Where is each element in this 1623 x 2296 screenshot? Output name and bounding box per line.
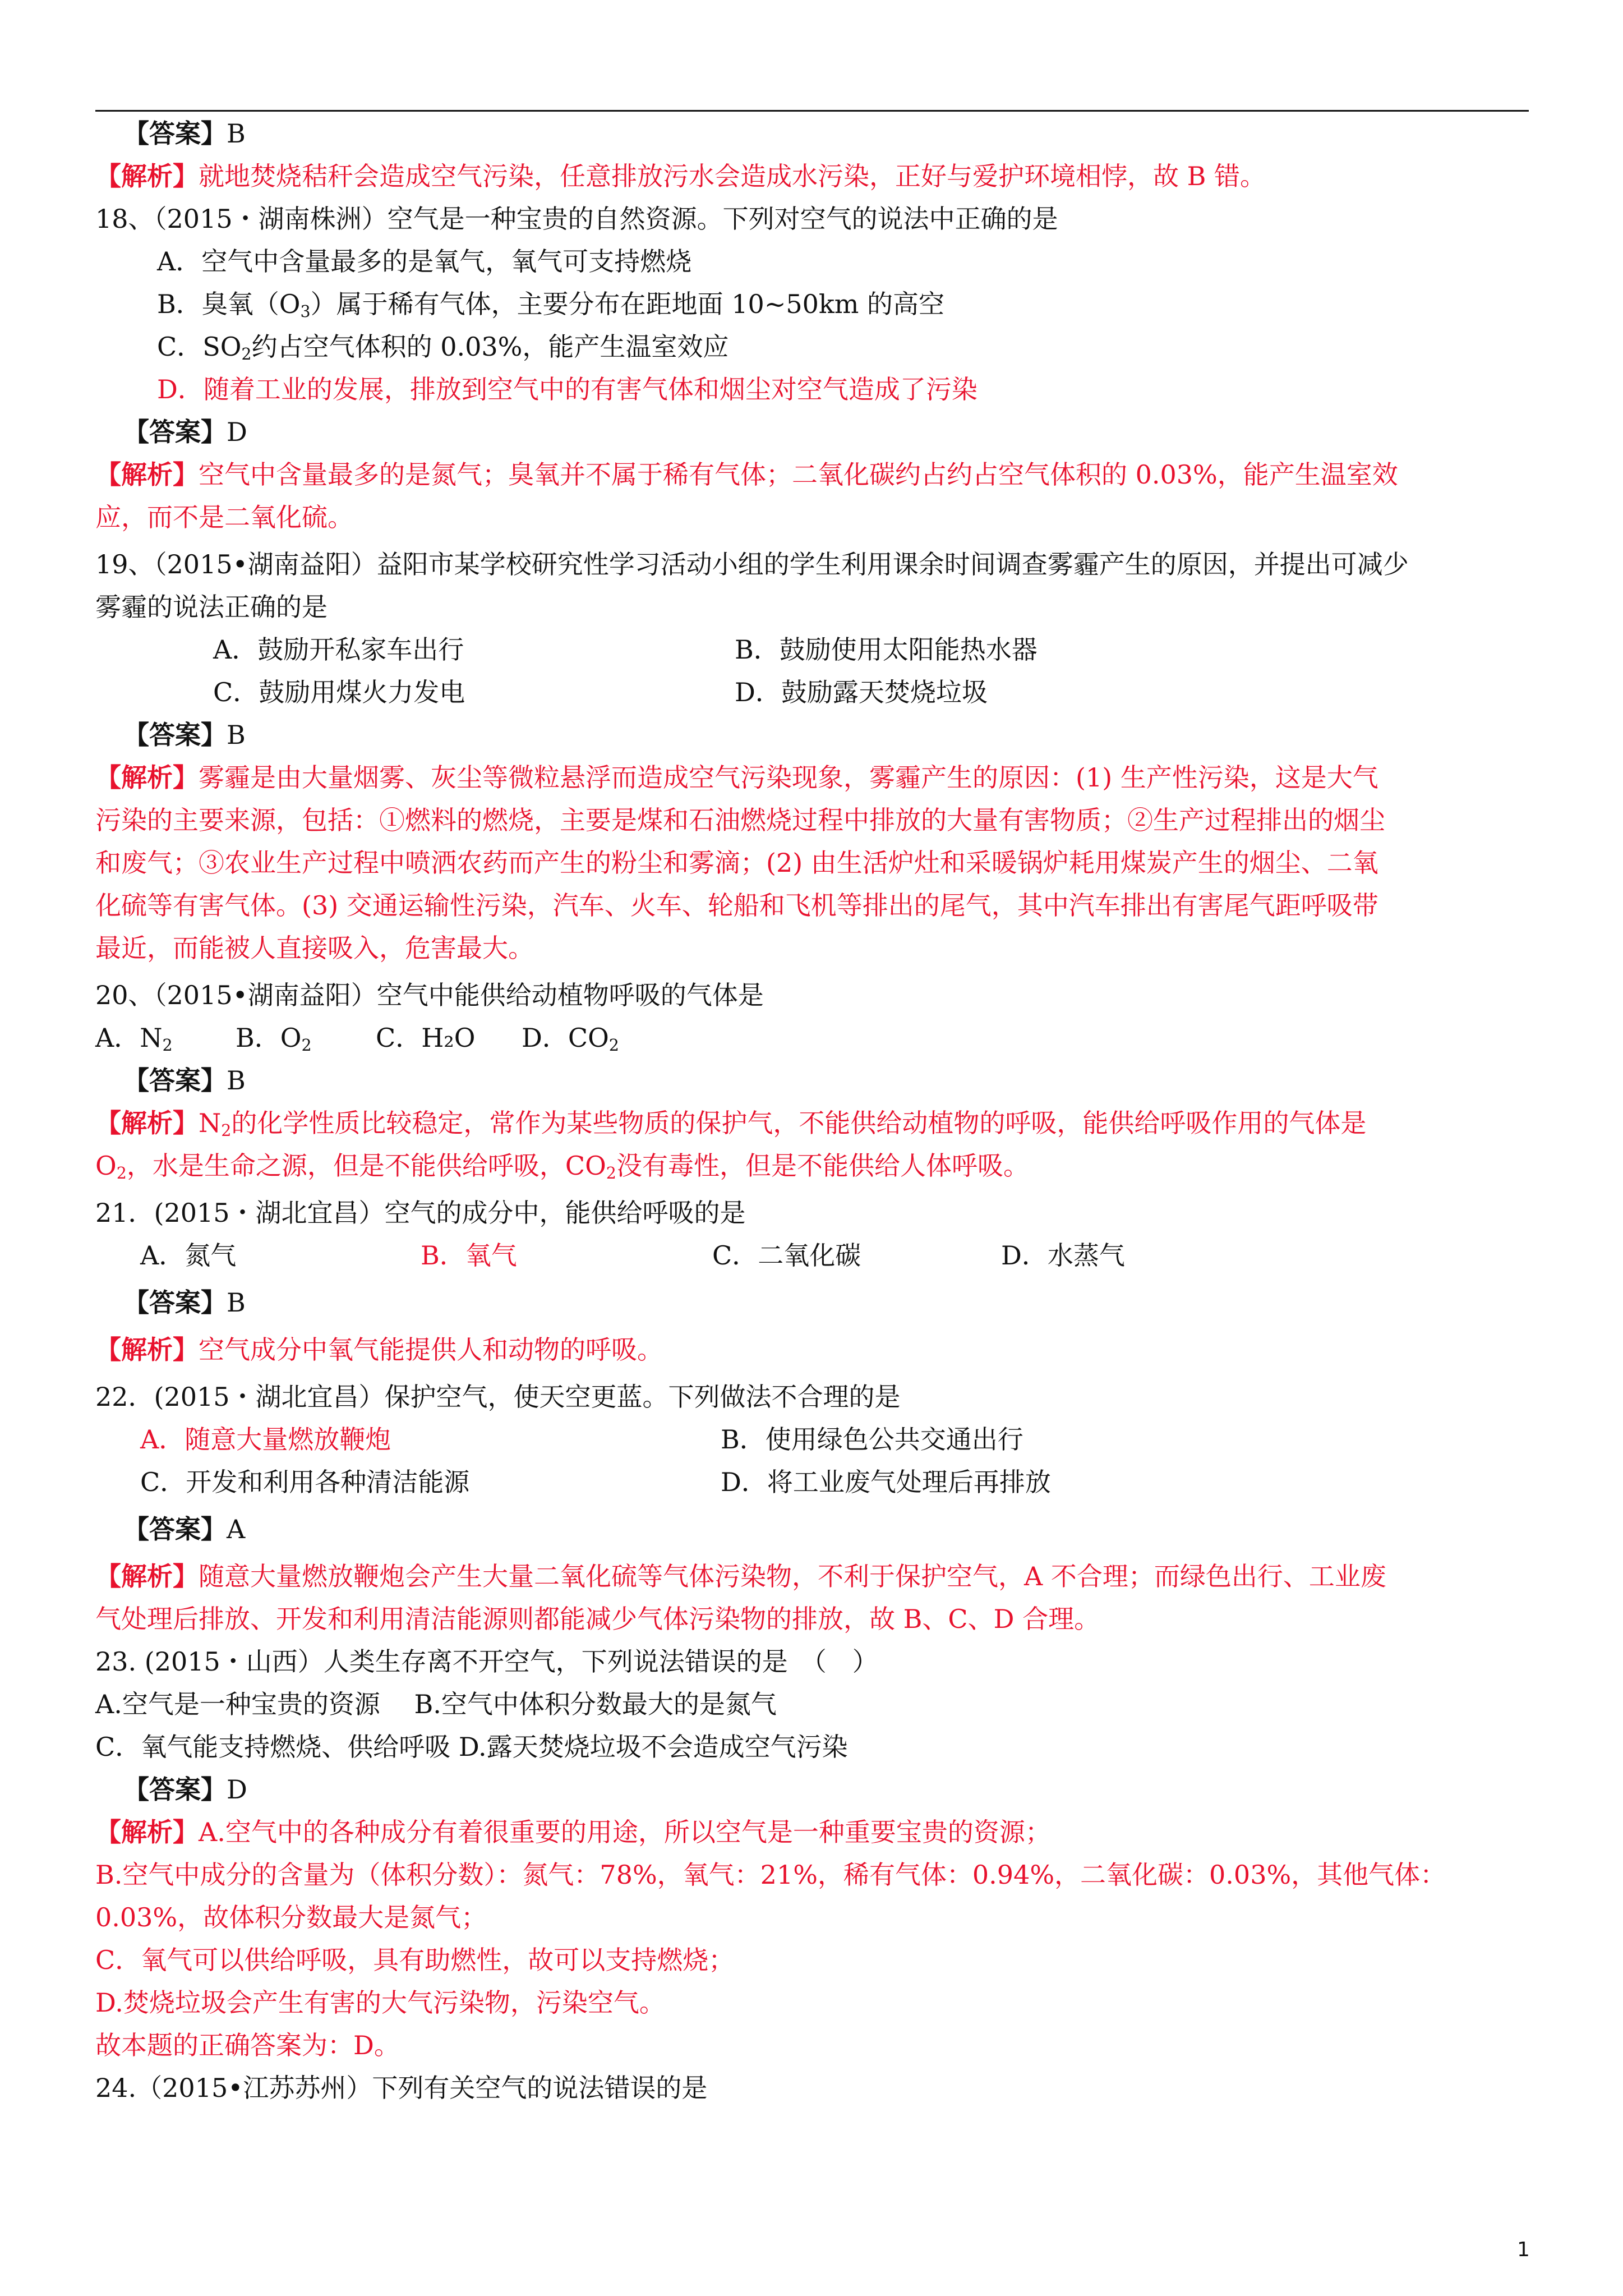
q22-analysis: 【解析】随意大量燃放鞭炮会产生大量二氧化硫等气体污染物，不利于保护空气，A 不合理；而绿色出行、工业废 [95, 1561, 1386, 1591]
q21-option-a: A．氮气 [140, 1240, 237, 1271]
q20-analysis-cont: $O_2$，水是生命之源，但是不能供给呼吸，$CO_2$没有毒性，但是不能供给人体呼吸。 [95, 1151, 1029, 1183]
q19-analysis-line4: 化硫等有害气体。(3) 交通运输性污染，汽车、火车、轮船和飞机等排出的尾气，其中汽车排出有害尾气距呼吸带 [95, 890, 1378, 921]
header-rule [95, 110, 1529, 112]
q19-options-cd [95, 671, 1529, 714]
q19-option-c: C．鼓励用煤火力发电 [213, 677, 465, 707]
q20-option-a: A．$N_2$ [95, 1023, 173, 1055]
q18-stem: 18、（2015・湖南株洲）空气是一种宝贵的自然资源。下列对空气的说法中正确的是 [95, 204, 1058, 234]
q22-option-a: A．随意大量燃放鞭炮 [140, 1424, 391, 1455]
q21-option-b: B．氧气 [421, 1240, 517, 1271]
q17-answer: 【答案】B [123, 118, 246, 149]
q23-analysis-line3: 0.03%，故体积分数最大是氮气； [95, 1902, 487, 1932]
q19-options-ab [95, 628, 1529, 671]
q19-option-a: A．鼓励开私家车出行 [213, 634, 464, 665]
q20-option-d: D．$CO_2$ [522, 1023, 619, 1055]
q23-analysis-line4: C．氧气可以供给呼吸，具有助燃性，故可以支持燃烧； [95, 1945, 735, 1975]
q18-option-d: D．随着工业的发展，排放到空气中的有害气体和烟尘对空气造成了污染 [157, 374, 978, 404]
q23-options-cd: C．氧气能支持燃烧、供给呼吸 D.露天焚烧垃圾不会造成空气污染 [95, 1732, 848, 1762]
q19-option-d: D．鼓励露天焚烧垃圾 [735, 677, 988, 707]
q22-stem: 22．(2015・湖北宜昌）保护空气，使天空更蓝。下列做法不合理的是 [95, 1382, 901, 1412]
q20-answer: 【答案】B [123, 1065, 246, 1096]
q19-analysis: 【解析】雾霾是由大量烟雾、灰尘等微粒悬浮而造成空气污染现象，雾霾产生的原因：(1) 生产性污染，这是大气 [95, 762, 1378, 793]
q22-options-ab [95, 1418, 1529, 1461]
document-page [95, 112, 1529, 2109]
q21-answer: 【答案】B [123, 1287, 246, 1318]
q21-stem: 21．(2015・湖北宜昌）空气的成分中，能供给呼吸的是 [95, 1198, 746, 1228]
q23-analysis-line2: B.空气中成分的含量为（体积分数）：氮气：78%，氧气：21%，稀有气体：0.94%，二氧化碳：0.03%，其他气体： [95, 1860, 1446, 1890]
q21-option-d: D．水蒸气 [1001, 1240, 1125, 1271]
q22-option-d: D．将工业废气处理后再排放 [721, 1467, 1051, 1497]
q23-stem: 23. (2015・山西）人类生存离不开空气，下列说法错误的是 （ ） [95, 1646, 878, 1677]
q21-options [95, 1234, 1529, 1277]
q24-stem: 24.（2015•江苏苏州）下列有关空气的说法错误的是 [95, 2073, 708, 2103]
q18-option-a: A．空气中含量最多的是氧气，氧气可支持燃烧 [157, 246, 692, 277]
q19-stem-cont: 雾霾的说法正确的是 [95, 592, 328, 622]
q18-analysis-cont: 应，而不是二氧化硫。 [95, 502, 353, 532]
q22-options-cd [95, 1461, 1529, 1503]
q19-stem: 19、（2015•湖南益阳）益阳市某学校研究性学习活动小组的学生利用课余时间调查雾霾产生的原因，并提出可减少 [95, 549, 1409, 579]
q20-stem: 20、（2015•湖南益阳）空气中能供给动植物呼吸的气体是 [95, 980, 764, 1010]
q18-option-b: B．臭氧$(O_3)$属于稀有气体，主要分布在距地面 10~50km 的高空 [157, 289, 945, 321]
q22-option-c: C．开发和利用各种清洁能源 [140, 1467, 470, 1497]
q18-option-c: C．$SO_2$约占空气体积的 0.03%，能产生温室效应 [157, 332, 729, 364]
q23-answer: 【答案】D [123, 1774, 247, 1805]
q19-analysis-line2: 污染的主要来源，包括：①燃料的燃烧，主要是煤和石油燃烧过程中排放的大量有害物质；②生产过程排出的烟尘 [95, 805, 1385, 835]
q18-answer: 【答案】D [123, 417, 247, 447]
q23-analysis-line6: 故本题的正确答案为：D。 [95, 2030, 400, 2060]
q20-option-c: C．H₂O [376, 1023, 476, 1053]
page-number: 1 [1517, 2238, 1530, 2261]
q17-analysis: 【解析】就地焚烧秸秆会造成空气污染，任意排放污水会造成水污染，正好与爱护环境相悖，故 B 错。 [95, 161, 1266, 191]
q18-analysis: 【解析】空气中含量最多的是氮气；臭氧并不属于稀有气体；二氧化碳约占约占空气体积的 0.03%，能产生温室效 [95, 459, 1398, 490]
q22-answer: 【答案】A [123, 1514, 246, 1544]
q23-options-ab: A.空气是一种宝贵的资源 B.空气中体积分数最大的是氮气 [95, 1689, 777, 1719]
q20-analysis: 【解析】$N_2$的化学性质比较稳定，常作为某些物质的保护气，不能供给动植物的呼吸，能供给呼吸作用的气体是 [95, 1108, 1367, 1140]
q19-analysis-line3: 和废气；③农业生产过程中喷洒农药而产生的粉尘和雾滴；(2) 由生活炉灶和采暖锅炉耗用煤炭产生的烟尘、二氧 [95, 848, 1378, 878]
q22-option-b: B．使用绿色公共交通出行 [721, 1424, 1023, 1455]
q19-analysis-line5: 最近，而能被人直接吸入，危害最大。 [95, 933, 534, 963]
q20-options [95, 1016, 1529, 1059]
q19-option-b: B．鼓励使用太阳能热水器 [735, 634, 1038, 665]
q20-option-b: B．$O_2$ [236, 1023, 312, 1055]
q22-analysis-cont: 气处理后排放、开发和利用清洁能源则都能减少气体污染物的排放，故 B、C、D 合理。 [95, 1604, 1100, 1634]
q23-analysis: 【解析】A.空气中的各种成分有着很重要的用途，所以空气是一种重要宝贵的资源； [95, 1817, 1051, 1847]
q23-analysis-line5: D.焚烧垃圾会产生有害的大气污染物，污染空气。 [95, 1987, 665, 2018]
q19-answer: 【答案】B [123, 720, 246, 750]
q21-analysis: 【解析】空气成分中氧气能提供人和动物的呼吸。 [95, 1335, 663, 1365]
q21-option-c: C．二氧化碳 [712, 1240, 861, 1271]
